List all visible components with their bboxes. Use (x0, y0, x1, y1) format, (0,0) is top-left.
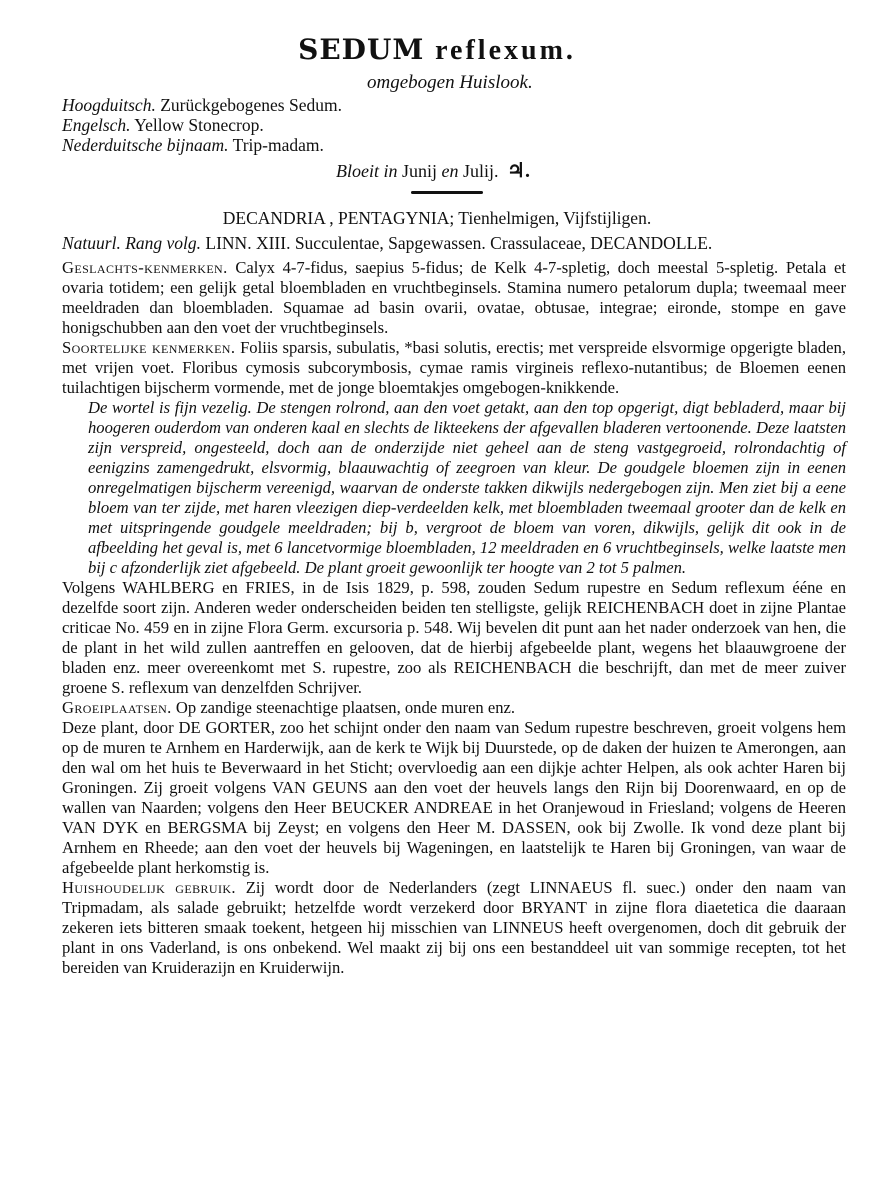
section-text: Op zandige steenachtige plaatsen, onde muren enz. (175, 698, 516, 717)
plant-description: De wortel is fijn vezelig. De stengen rolrond, aan den voet getakt, aan den top opgerigt, digt bebladerd, maar bij hoogeren ouderdom van onderen kaal en slechts de likteekens der afgevallen bladeren vertoonende. Deze laatsten zijn verspreid, ongesteeld, doch aan de onderzijde niet geheel aan de steng vastgegroeid, rolrondachtig of eenigzins zamengedrukt, elsvormig, blaauwachtig of zeegroen van kleur. De goudgele bloemen zijn in eenen onregelmatigen bijscherm vereenigd, waarvan de onderste takken dikwijls nedergebogen zijn. Men ziet bij a eene bloem van ter zijde, met haren vleezigen diep-verdeelden kelk, met bloembladen tweemaal grooter dan de kelk en met uitspringende goudgele meeldraden; bij b, vergroot de bloem van voren, dikwijls, gelijk dit ook in de afbeelding het geval is, met 6 lancetvormige bloembladen, 12 meeldraden en 6 vruchtbeginsels, welke laatste men bij c afzonderlijk ziet afgebeeld. De plant groeit gewoonlijk ter hoogte van 2 tot 5 palmen. (88, 398, 846, 577)
flowering-and: en (441, 161, 459, 181)
section-heading: Groeiplaatsen. (62, 698, 172, 717)
flowering-label: Bloeit in (336, 161, 398, 181)
synonym-name: Zurückgebogenes Sedum. (160, 95, 342, 115)
synonym-english (62, 115, 264, 135)
paragraph-wahlberg: Volgens WAHLBERG en FRIES, in de Isis 1829, p. 598, zouden Sedum rupestre en Sedum reflexum ééne en dezelfde soort zijn. Anderen weder onderscheiden beiden ten stelligste, gelijk REICHENBACH doet in zijne Plantae criticae No. 459 en in zijne Flora Germ. excursoria p. 548. Wij bevelen dit punt aan het nader onderzoek van hen, die de plant in het wild zullen aantreffen en gelooven, dat de hierbij afgebeelde plant, wegens het blaauwgroene der bladen enz. meer overeenkomt met S. rupestre, zoo als REICHENBACH die beschrijft, dan met de meer zuiver groene S. reflexum van denzelfden Schrijver. (62, 578, 846, 697)
synonym-name: Trip-madam. (232, 135, 324, 155)
synonym-lang: Nederduitsche bijnaam. (62, 135, 229, 155)
section-heading: Geslachts-kenmerken. (62, 258, 228, 277)
title-genus: SEDUM (298, 33, 425, 66)
section-heading: Huishoudelijk gebruik. (62, 878, 236, 897)
flowering-month-2: Julij. (463, 161, 499, 181)
perennial-symbol-icon: ♃. (507, 160, 530, 182)
flowering-period (336, 160, 530, 182)
species-characteristics (62, 338, 846, 398)
classification-line: DECANDRIA , PENTAGYNIA; Tienhelmigen, Vijfstijligen. (222, 208, 652, 228)
section-text: Calyx 4-7-fidus, saepius 5-fidus; de Kelk 4-7-spletig, doch meestal 5-spletig. Petala et ovaria totidem; een gelijk getal bloembladen en vruchtbeginsels. Stamina numero petalorum dupla; tweemaal meer meeldraden dan bloembladen. Squamae ad basin ovarii, ovatae, obtusae, integrae; eironde, stompe en gave honigschubben aan den voet der vruchtbeginsels. (62, 258, 846, 337)
flowering-month-1: Junij (402, 161, 438, 181)
synonym-lang: Hoogduitsch. (62, 95, 156, 115)
section-text: Zij wordt door de Nederlanders (zegt LINNAEUS fl. suec.) onder den naam van Tripmadam, als salade gebruikt; hetzelfde wordt verzekerd door BRYANT in zijne flora diaetetica die daaraan zekeren iets bitteren smaak toekent, hetgeen hij misschien van LINNEUS heeft overgenomen, doch dit gebruik der plant in ons Vaderland, is ons onbekend. Wel maakt zij bij ons een bestanddeel uit van sommige recepten, tot het bereiden van Kruiderazijn en Kruiderwijn. (62, 878, 846, 977)
synonym-dutch (62, 135, 324, 155)
synonym-lang: Engelsch. (62, 115, 131, 135)
synonym-name: Yellow Stonecrop. (134, 115, 264, 135)
title-species: reflexum. (435, 35, 576, 66)
genus-characteristics (62, 258, 846, 338)
rank-text: LINN. XIII. Succulentae, Sapgewassen. Crassulaceae, DECANDOLLE. (205, 233, 713, 253)
divider (411, 191, 483, 194)
habitat-section (62, 698, 846, 718)
dutch-name: omgebogen Huislook. (367, 72, 533, 93)
main-text (62, 258, 846, 978)
paragraph-locations: Deze plant, door DE GORTER, zoo het schijnt onder den naam van Sedum rupestre beschreven, groeit volgens hem op de muren te Arnhem en Harderwijk, aan de kerk te Wijk bij Duurstede, op de daken der huizen te Amerongen, aan den wal om het huis te Beverwaard in het Sticht; overvloedig aan een dijkje achter Helpen, als ook achter Haren bij Groningen. Zij groeit volgens VAN GEUNS aan den voet der heuvels langs den Rijn bij Doorenwaard, en op de wallen van Naarden; volgens den Heer BEUCKER ANDREAE in het Oranjewoud in Friesland; volgens de Heeren VAN DYK en BERGSMA bij Zeyst; en volgens den Heer M. DASSEN, ook bij Zwolle. Ik vond deze plant bij Arnhem en Rheede; aan den voet der heuvels bij Wageningen, en laatstelijk te Haren bij Groningen, van waar de afgebeelde plant herkomstig is. (62, 718, 846, 877)
section-heading: Soortelijke kenmerken. (62, 338, 236, 357)
natural-rank-line (62, 232, 712, 254)
synonym-german (62, 95, 342, 115)
section-text: Foliis sparsis, subulatis, *basi solutis, erectis; met verspreide elsvormige opgerigte bladen, met vrijen voet. Floribus cymosis subcorymbosis, cymae ramis virgineis reflexo-nutantibus; de Bloemen eenen tuilachtigen bijscherm vormende, met de jonge bloemtakjes omgebogen-knikkende. (62, 338, 846, 397)
rank-prefix: Natuurl. Rang volg. (62, 233, 202, 253)
household-use-section (62, 878, 846, 978)
page-title (0, 33, 874, 68)
